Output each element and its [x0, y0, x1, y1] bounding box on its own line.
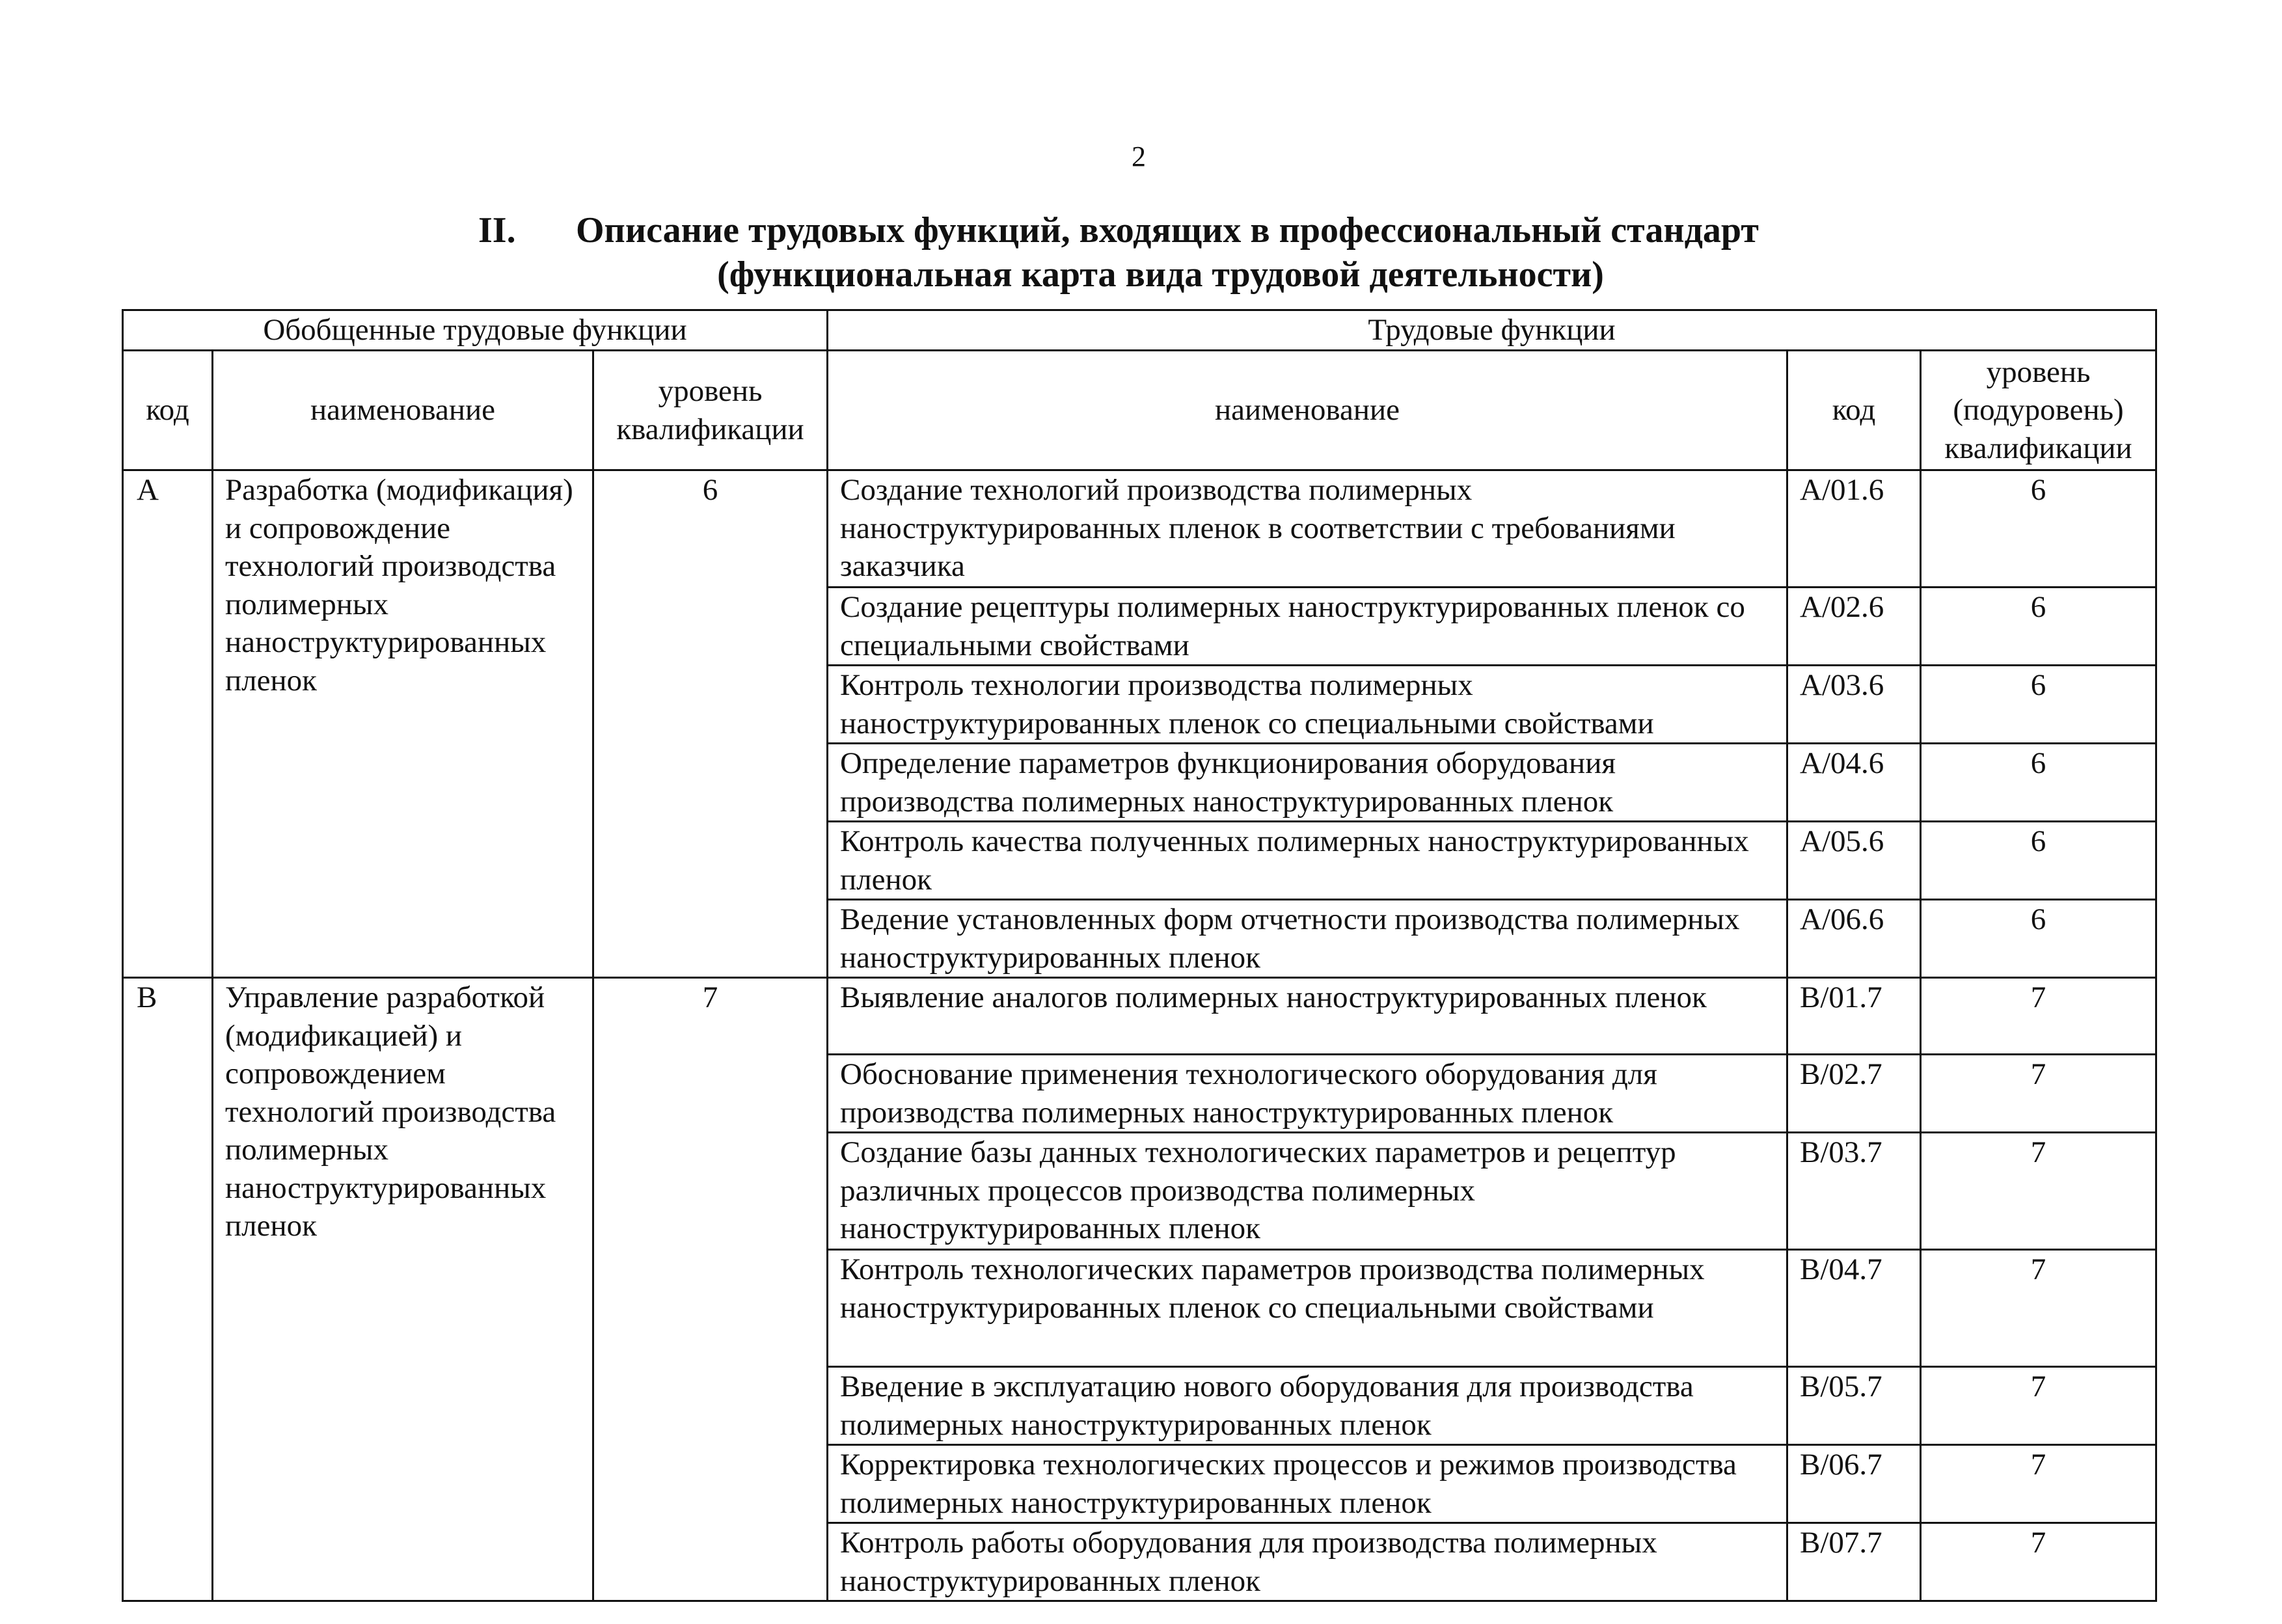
header-func-level: уровень (подуровень) квалификации	[1921, 351, 2156, 470]
labor-function-name: Обоснование применения технологического оборудования для производства полимерных наноструктурированных пленок	[828, 1055, 1787, 1133]
labor-function-level: 7	[1921, 1133, 2156, 1250]
labor-function-code: A/01.6	[1787, 470, 1921, 588]
header-gen-level: уровень квалификации	[593, 351, 828, 470]
header-gen-name: наименование	[213, 351, 593, 470]
header-func-code: код	[1787, 351, 1921, 470]
page-number: 2	[1132, 141, 1146, 172]
table-row	[123, 978, 2156, 1055]
labor-function-code: B/04.7	[1787, 1250, 1921, 1367]
section-heading	[0, 208, 2282, 297]
labor-function-level: 7	[1921, 1445, 2156, 1523]
labor-function-level: 6	[1921, 588, 2156, 666]
gen-function-level: 6	[593, 470, 828, 978]
section-title-line2: (функциональная карта вида трудовой деятельности)	[717, 254, 1604, 295]
table-group-header-row	[123, 310, 2156, 351]
section-number: II.	[478, 210, 516, 250]
labor-function-code: B/03.7	[1787, 1133, 1921, 1250]
labor-function-level: 6	[1921, 470, 2156, 588]
labor-function-code: B/02.7	[1787, 1055, 1921, 1133]
gen-function-code: A	[123, 470, 213, 978]
labor-function-name: Контроль качества полученных полимерных наноструктурированных пленок	[828, 822, 1787, 900]
labor-function-code: B/05.7	[1787, 1367, 1921, 1445]
labor-function-name: Определение параметров функционирования оборудования производства полимерных наноструктурированных пленок	[828, 744, 1787, 822]
labor-function-name: Создание технологий производства полимерных наноструктурированных пленок в соответствии с требованиями заказчика	[828, 470, 1787, 588]
labor-function-level: 6	[1921, 822, 2156, 900]
gen-function-name: Разработка (модификация) и сопровождение технологий производства полимерных наноструктурированных пленок	[213, 470, 593, 978]
labor-function-level: 7	[1921, 1367, 2156, 1445]
labor-function-name: Корректировка технологических процессов и режимов производства полимерных наноструктурированных пленок	[828, 1445, 1787, 1523]
labor-function-level: 7	[1921, 1523, 2156, 1601]
header-func-name: наименование	[828, 351, 1787, 470]
labor-function-code: A/04.6	[1787, 744, 1921, 822]
functional-map-table	[122, 309, 2157, 1602]
labor-function-name: Контроль технологических параметров производства полимерных наноструктурированных пленок со специальными свойствами	[828, 1250, 1787, 1367]
header-generalized-functions: Обобщенные трудовые функции	[123, 310, 828, 351]
labor-function-level: 7	[1921, 978, 2156, 1055]
table-column-header-row	[123, 351, 2156, 470]
gen-function-name: Управление разработкой (модификацией) и сопровождением технологий производства полимерных наноструктурированных пленок	[213, 978, 593, 1601]
labor-function-level: 7	[1921, 1250, 2156, 1367]
labor-function-code: A/03.6	[1787, 666, 1921, 744]
labor-function-code: A/05.6	[1787, 822, 1921, 900]
labor-function-code: A/02.6	[1787, 588, 1921, 666]
labor-function-code: A/06.6	[1787, 900, 1921, 978]
labor-function-name: Выявление аналогов полимерных наноструктурированных пленок	[828, 978, 1787, 1055]
labor-function-name: Создание рецептуры полимерных наноструктурированных пленок со специальными свойствами	[828, 588, 1787, 666]
header-labor-functions: Трудовые функции	[828, 310, 2156, 351]
labor-function-level: 6	[1921, 666, 2156, 744]
section-title-line1: Описание трудовых функций, входящих в профессиональный стандарт	[576, 210, 1759, 250]
labor-function-name: Контроль технологии производства полимерных наноструктурированных пленок со специальными свойствами	[828, 666, 1787, 744]
labor-function-level: 7	[1921, 1055, 2156, 1133]
labor-function-name: Создание базы данных технологических параметров и рецептур различных процессов производства полимерных наноструктурированных пленок	[828, 1133, 1787, 1250]
labor-function-level: 6	[1921, 744, 2156, 822]
gen-function-level: 7	[593, 978, 828, 1601]
labor-function-name: Контроль работы оборудования для производства полимерных наноструктурированных пленок	[828, 1523, 1787, 1601]
gen-function-code: B	[123, 978, 213, 1601]
labor-function-name: Введение в эксплуатацию нового оборудования для производства полимерных наноструктурированных пленок	[828, 1367, 1787, 1445]
header-gen-code: код	[123, 351, 213, 470]
labor-function-code: B/07.7	[1787, 1523, 1921, 1601]
table-row	[123, 470, 2156, 588]
labor-function-level: 6	[1921, 900, 2156, 978]
labor-function-code: B/06.7	[1787, 1445, 1921, 1523]
labor-function-code: B/01.7	[1787, 978, 1921, 1055]
labor-function-name: Ведение установленных форм отчетности производства полимерных наноструктурированных пленок	[828, 900, 1787, 978]
